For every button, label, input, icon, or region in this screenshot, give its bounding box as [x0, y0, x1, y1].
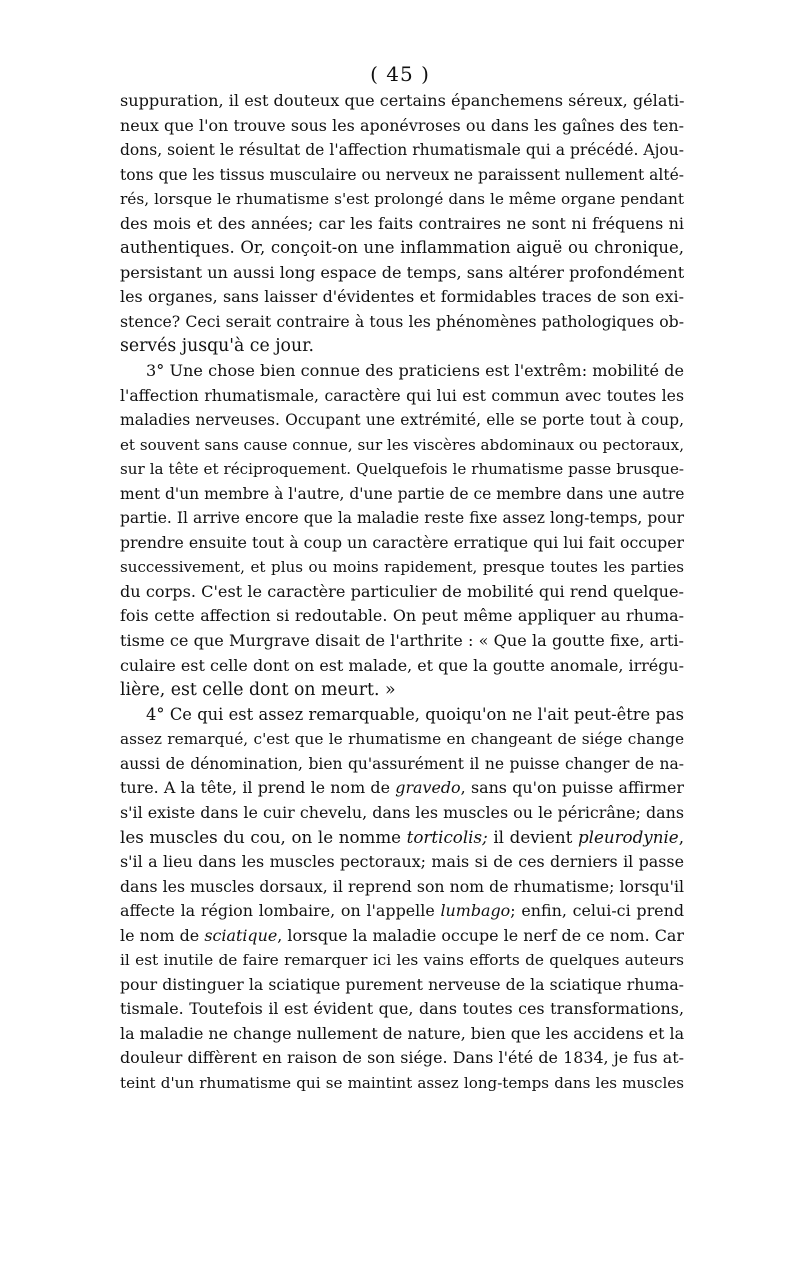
- italic-term: torticolis;: [406, 827, 488, 848]
- text-segment: du corps. C'est le caractère particulier de mobilité qui rend quelque-: [120, 581, 684, 601]
- text-line: [120, 138, 684, 163]
- italic-term: lumbago: [440, 901, 511, 921]
- text-segment: neux que l'on trouve sous les aponévroses ou dans les gaînes des ten-: [120, 115, 684, 135]
- text-line: [120, 506, 684, 531]
- text-line: [120, 776, 684, 801]
- text-line: [120, 359, 684, 384]
- text-segment: et souvent sans cause connue, sur les viscères abdominaux ou pectoraux,: [120, 435, 684, 454]
- text-segment: sur la tête et réciproquement. Quelquefois le rhumatisme passe brusque-: [120, 460, 684, 479]
- text-segment: prendre ensuite tout à coup un caractère erratique qui lui fait occuper: [120, 532, 684, 552]
- text-line: [120, 555, 684, 580]
- text-segment: ; enfin, celui-ci prend: [510, 901, 684, 921]
- text-segment: la maladie ne change nullement de nature, bien que les accidens et la: [120, 1023, 685, 1043]
- text-segment: stence? Ceci serait contraire à tous les phénomènes pathologiques ob-: [120, 311, 684, 331]
- italic-term: gravedo: [395, 778, 461, 798]
- text-segment: affecte la région lombaire, on l'appelle: [120, 901, 441, 921]
- text-line: [120, 899, 684, 924]
- text-segment: s'il a lieu dans les muscles pectoraux; mais si de ces derniers il passe: [120, 851, 684, 871]
- text-line: [120, 850, 684, 875]
- text-segment: tons que les tissus musculaire ou nerveux ne paraissent nullement alté-: [120, 165, 684, 184]
- text-segment: culaire est celle dont on est malade, et que la goutte anomale, irrégu-: [120, 655, 684, 675]
- text-segment: dons, soient le résultat de l'affection rhumatismale qui a précédé. Ajou-: [120, 141, 684, 160]
- text-line: [120, 1071, 684, 1096]
- text-line: [120, 163, 684, 188]
- text-segment: , lorsque la maladie occupe le nerf de ce nom. Car: [277, 925, 684, 945]
- text-segment: aussi de dénomination, bien qu'assurément il ne puisse changer de na-: [120, 754, 684, 773]
- italic-term: sciatique: [204, 925, 278, 945]
- text-line: [120, 261, 684, 286]
- text-segment: il est inutile de faire remarquer ici les vains efforts de quelques auteurs: [120, 951, 684, 970]
- text-line: [120, 678, 684, 703]
- page-number: ( 45 ): [370, 62, 430, 86]
- text-line: [120, 1046, 684, 1071]
- body-text: [120, 89, 684, 1095]
- text-segment: persistant un aussi long espace de temps, sans altérer profondément: [120, 262, 685, 282]
- text-line: [120, 629, 684, 654]
- text-segment: l'affection rhumatismale, caractère qui lui est commun avec toutes les: [120, 385, 684, 405]
- text-line: [120, 875, 684, 900]
- text-segment: authentiques. Or, conçoit-on une inflammation aiguë ou chronique,: [120, 238, 684, 258]
- text-line: [120, 531, 684, 556]
- text-line: [120, 433, 684, 458]
- text-segment: assez remarqué, c'est que le rhumatisme en changeant de siége change: [120, 730, 684, 749]
- text-line: [120, 580, 684, 605]
- text-line: [120, 457, 684, 482]
- text-line: [120, 752, 684, 777]
- text-segment: les muscles du cou, on le nomme: [120, 827, 407, 848]
- text-line: [120, 997, 684, 1022]
- text-segment: ture. A la tête, il prend le nom de: [120, 778, 396, 798]
- text-segment: fois cette affection si redoutable. On peut même appliquer au rhuma-: [120, 606, 684, 626]
- text-line: [120, 236, 684, 261]
- text-segment: 3° Une chose bien connue des praticiens est l'extrêm: mobilité de: [146, 361, 684, 381]
- text-line: [120, 654, 684, 679]
- text-segment: 4° Ce qui est assez remarquable, quoiqu'on ne l'ait peut-être pas: [146, 704, 684, 724]
- text-segment: rés, lorsque le rhumatisme s'est prolongé dans le même organe pendant: [120, 190, 684, 209]
- text-segment: tismale. Toutefois il est évident que, dans toutes ces transformations,: [120, 999, 684, 1019]
- text-line: [120, 924, 684, 949]
- text-line: [120, 973, 684, 998]
- text-line: [120, 384, 684, 409]
- text-segment: ,: [678, 827, 684, 848]
- text-segment: lière, est celle dont on meurt. »: [120, 680, 396, 701]
- text-line: [120, 285, 684, 310]
- text-segment: successivement, et plus ou moins rapidement, presque toutes les parties: [120, 558, 684, 577]
- text-segment: dans les muscles dorsaux, il reprend son nom de rhumatisme; lorsqu'il: [120, 876, 684, 896]
- text-line: [120, 212, 684, 237]
- text-line: [120, 1022, 684, 1047]
- text-segment: suppuration, il est douteux que certains épanchemens séreux, gélati-: [120, 91, 685, 110]
- italic-term: pleurodynie: [577, 827, 679, 848]
- text-segment: les organes, sans laisser d'évidentes et formidables traces de son exi-: [120, 287, 684, 307]
- text-line: [120, 408, 684, 433]
- text-segment: servés jusqu'à ce jour.: [120, 336, 314, 357]
- text-line: [120, 825, 684, 850]
- text-segment: partie. Il arrive encore que la maladie reste fixe assez long-temps, pour: [120, 509, 684, 528]
- text-segment: ment d'un membre à l'autre, d'une partie de ce membre dans une autre: [120, 484, 685, 503]
- text-line: [120, 948, 684, 973]
- text-segment: il devient: [487, 827, 578, 848]
- text-line: [120, 703, 684, 728]
- text-line: [120, 482, 684, 507]
- text-line: [120, 727, 684, 752]
- text-line: [120, 604, 684, 629]
- text-segment: douleur diffèrent en raison de son siége. Dans l'été de 1834, je fus at-: [120, 1048, 684, 1068]
- text-line: [120, 187, 684, 212]
- text-segment: tisme ce que Murgrave disait de l'arthrite : « Que la goutte fixe, arti-: [120, 631, 684, 651]
- text-segment: teint d'un rhumatisme qui se maintint assez long-temps dans les muscles: [120, 1073, 684, 1092]
- text-line: [120, 801, 684, 826]
- text-line: [120, 334, 684, 359]
- text-segment: s'il existe dans le cuir chevelu, dans les muscles ou le péricrâne; dans: [120, 802, 684, 822]
- text-segment: maladies nerveuses. Occupant une extrémité, elle se porte tout à coup,: [120, 411, 684, 430]
- text-segment: des mois et des années; car les faits contraires ne sont ni fréquens ni: [120, 213, 684, 233]
- text-segment: le nom de: [120, 925, 205, 945]
- text-segment: , sans qu'on puisse affirmer: [460, 778, 684, 798]
- text-line: [120, 114, 684, 139]
- text-segment: pour distinguer la sciatique purement nerveuse de la sciatique rhuma-: [120, 974, 684, 994]
- text-line: [120, 89, 684, 114]
- text-line: [120, 310, 684, 335]
